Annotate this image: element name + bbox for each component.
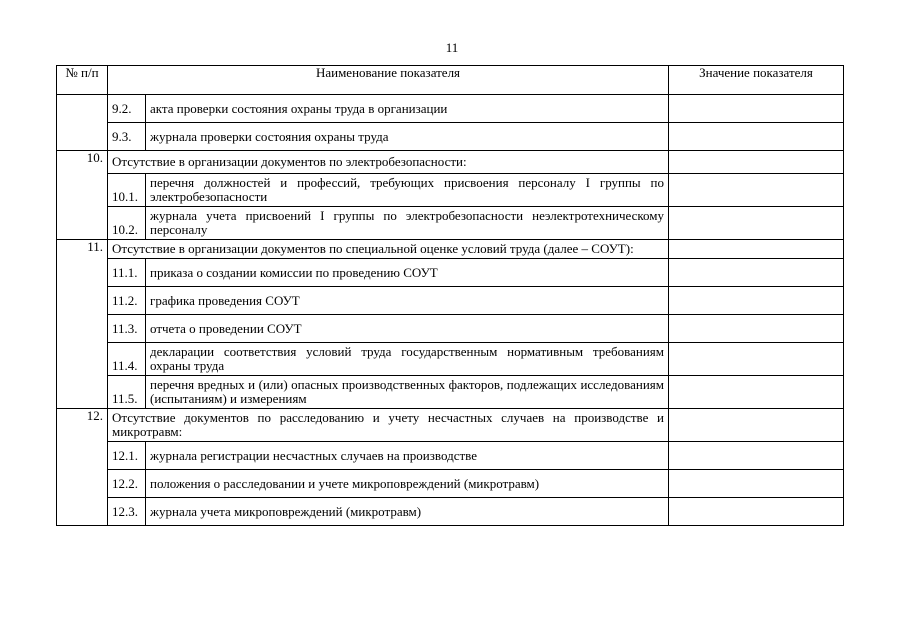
table-row [57, 376, 844, 409]
row-subnum: 9.2. [108, 95, 146, 123]
row-text: акта проверки состояния охраны труда в организации [146, 95, 669, 123]
row-subnum: 11.1. [108, 259, 146, 287]
row-subnum: 12.1. [108, 442, 146, 470]
value-cell[interactable] [669, 240, 844, 259]
row-text: графика проведения СОУТ [146, 287, 669, 315]
table-row [57, 315, 844, 343]
table-row [57, 95, 844, 123]
row-text: перечня вредных и (или) опасных производственных факторов, подлежащих исследованиям (испытаниям) и измерениям [146, 376, 669, 409]
header-name: Наименование показателя [108, 66, 669, 95]
row-text: положения о расследовании и учете микроповреждений (микротравм) [146, 470, 669, 498]
value-cell[interactable] [669, 259, 844, 287]
row-text: приказа о создании комиссии по проведению СОУТ [146, 259, 669, 287]
row-text: перечня должностей и профессий, требующих присвоения персоналу I группы по электробезопасности [146, 174, 669, 207]
value-cell[interactable] [669, 315, 844, 343]
section-num: 12. [57, 409, 108, 526]
row-subnum: 12.2. [108, 470, 146, 498]
section-num: 11. [57, 240, 108, 409]
section-num: 10. [57, 151, 108, 240]
section-text: Отсутствие в организации документов по специальной оценке условий труда (далее – СОУТ): [108, 240, 669, 259]
section-row [57, 240, 844, 259]
section-row [57, 409, 844, 442]
row-subnum: 11.4. [108, 343, 146, 376]
header-num: № п/п [57, 66, 108, 95]
section-row [57, 151, 844, 174]
row-text: отчета о проведении СОУТ [146, 315, 669, 343]
table-row [57, 442, 844, 470]
table-row [57, 259, 844, 287]
value-cell[interactable] [669, 376, 844, 409]
indicators-table [56, 65, 844, 526]
row-text: декларации соответствия условий труда государственным нормативным требованиям охраны труда [146, 343, 669, 376]
value-cell[interactable] [669, 287, 844, 315]
value-cell[interactable] [669, 123, 844, 151]
value-cell[interactable] [669, 498, 844, 526]
value-cell[interactable] [669, 470, 844, 498]
value-cell[interactable] [669, 95, 844, 123]
section-text: Отсутствие в организации документов по электробезопасности: [108, 151, 669, 174]
row-text: журнала проверки состояния охраны труда [146, 123, 669, 151]
table-row [57, 498, 844, 526]
row-text: журнала учета микроповреждений (микротравм) [146, 498, 669, 526]
table-row [57, 470, 844, 498]
table-header-row [57, 66, 844, 95]
value-cell[interactable] [669, 442, 844, 470]
value-cell[interactable] [669, 207, 844, 240]
table-row [57, 207, 844, 240]
value-cell[interactable] [669, 409, 844, 442]
table-row [57, 123, 844, 151]
row-subnum: 11.2. [108, 287, 146, 315]
row-subnum: 9.3. [108, 123, 146, 151]
row-subnum: 11.3. [108, 315, 146, 343]
row-subnum: 10.2. [108, 207, 146, 240]
value-cell[interactable] [669, 343, 844, 376]
table-row [57, 287, 844, 315]
row-subnum: 12.3. [108, 498, 146, 526]
row-subnum: 11.5. [108, 376, 146, 409]
table-row [57, 174, 844, 207]
table-row [57, 343, 844, 376]
section-text: Отсутствие документов по расследованию и учету несчастных случаев на производстве и микротравм: [108, 409, 669, 442]
value-cell[interactable] [669, 174, 844, 207]
page-number: 11 [445, 40, 459, 55]
row-subnum: 10.1. [108, 174, 146, 207]
header-value: Значение показателя [669, 66, 844, 95]
row-text: журнала учета присвоений I группы по электробезопасности неэлектротехническому персоналу [146, 207, 669, 240]
row-text: журнала регистрации несчастных случаев на производстве [146, 442, 669, 470]
value-cell[interactable] [669, 151, 844, 174]
row-num-empty [57, 95, 108, 151]
